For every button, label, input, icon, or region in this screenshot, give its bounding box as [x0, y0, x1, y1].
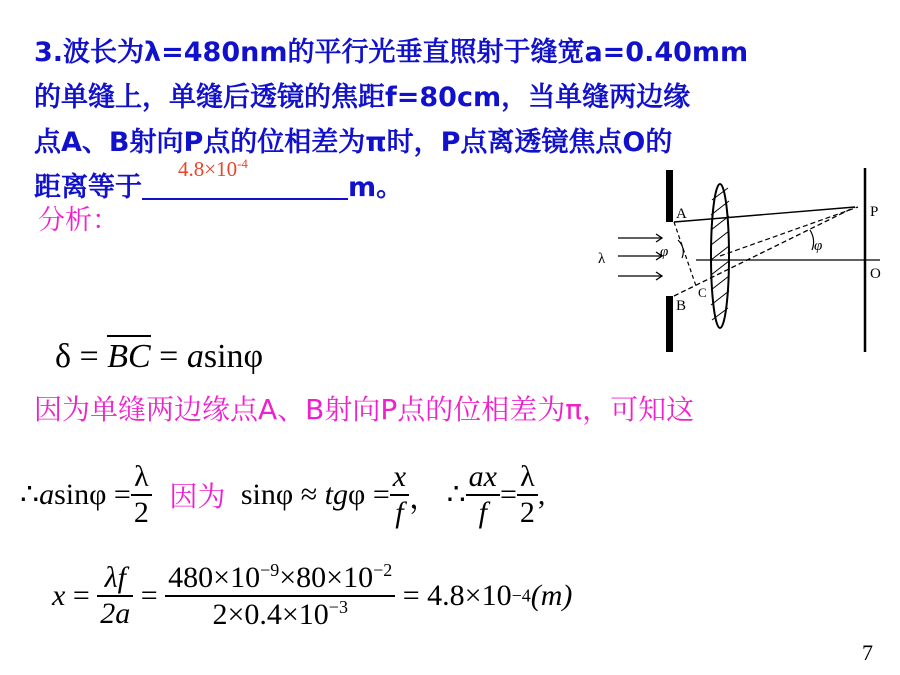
label-phi-screen: φ: [814, 238, 823, 254]
fraction-ax-over-f: $\frac{ax}{f}$: [466, 460, 500, 530]
label-O: O: [870, 266, 881, 282]
answer-blank: [142, 156, 348, 196]
equation-path-difference: δ = BC = asinφ: [55, 338, 263, 376]
question-line-2: 的单缝上，单缝后透镜的焦距f=80cm，当单缝两边缘: [34, 82, 691, 113]
analysis-label: 分析：: [38, 205, 119, 236]
fraction-numeric: $\frac{480\times 10^{-9}\times 80\times 10^{-2}}{2\times 0.4\times 10^{-3}}$: [165, 560, 395, 632]
answer-value: $4.8\times 10^{-4}$: [178, 156, 248, 181]
question-line-1: 3.波长为λ=480nm的平行光垂直照射于缝宽a=0.40mm: [34, 37, 749, 68]
label-lambda: λ: [598, 251, 606, 267]
reason-text: 因为单缝两边缘点A、B射向P点的位相差为π，可知这: [34, 393, 695, 426]
question-line-3: 点A、B射向P点的位相差为π时，P点离透镜焦点O的: [34, 127, 673, 158]
single-slit-diagram: [590, 160, 890, 360]
label-B: B: [676, 298, 687, 314]
label-phi-slit: φ: [660, 244, 669, 260]
equation-result: x = $\frac{\lambda f}{2a}$ = $\frac{480\times 10^{-9}\times 80\times 10^{-2}}{2\times 0.4\times 10^{-3}}$ = 4.8×10−4(m): [52, 560, 573, 631]
fraction-lf-over-2a: $\frac{\lambda f}{2a}$: [97, 561, 133, 631]
label-A: A: [676, 206, 687, 222]
fraction-lambda-over-2-b: $\frac{\lambda}{2}$: [517, 460, 538, 530]
fraction-x-over-f: $\frac{x}{f}$: [390, 460, 409, 530]
question-line-4-start: 距离等于: [34, 172, 142, 203]
page-number: 7: [862, 640, 873, 665]
fraction-lambda-over-2: $\frac{\lambda}{2}$: [131, 460, 152, 530]
question-line-4-end: m。: [348, 172, 404, 203]
label-P: P: [870, 204, 879, 220]
label-C: C: [698, 285, 707, 300]
equation-phase-condition: ∴asinφ = $\frac{\lambda}{2}$ 因为 sinφ ≈ tgφ = $\frac{x}{f}$ ， ∴ $\frac{ax}{f}$ = $\frac{\lambda}{2}$ ,: [20, 460, 546, 529]
